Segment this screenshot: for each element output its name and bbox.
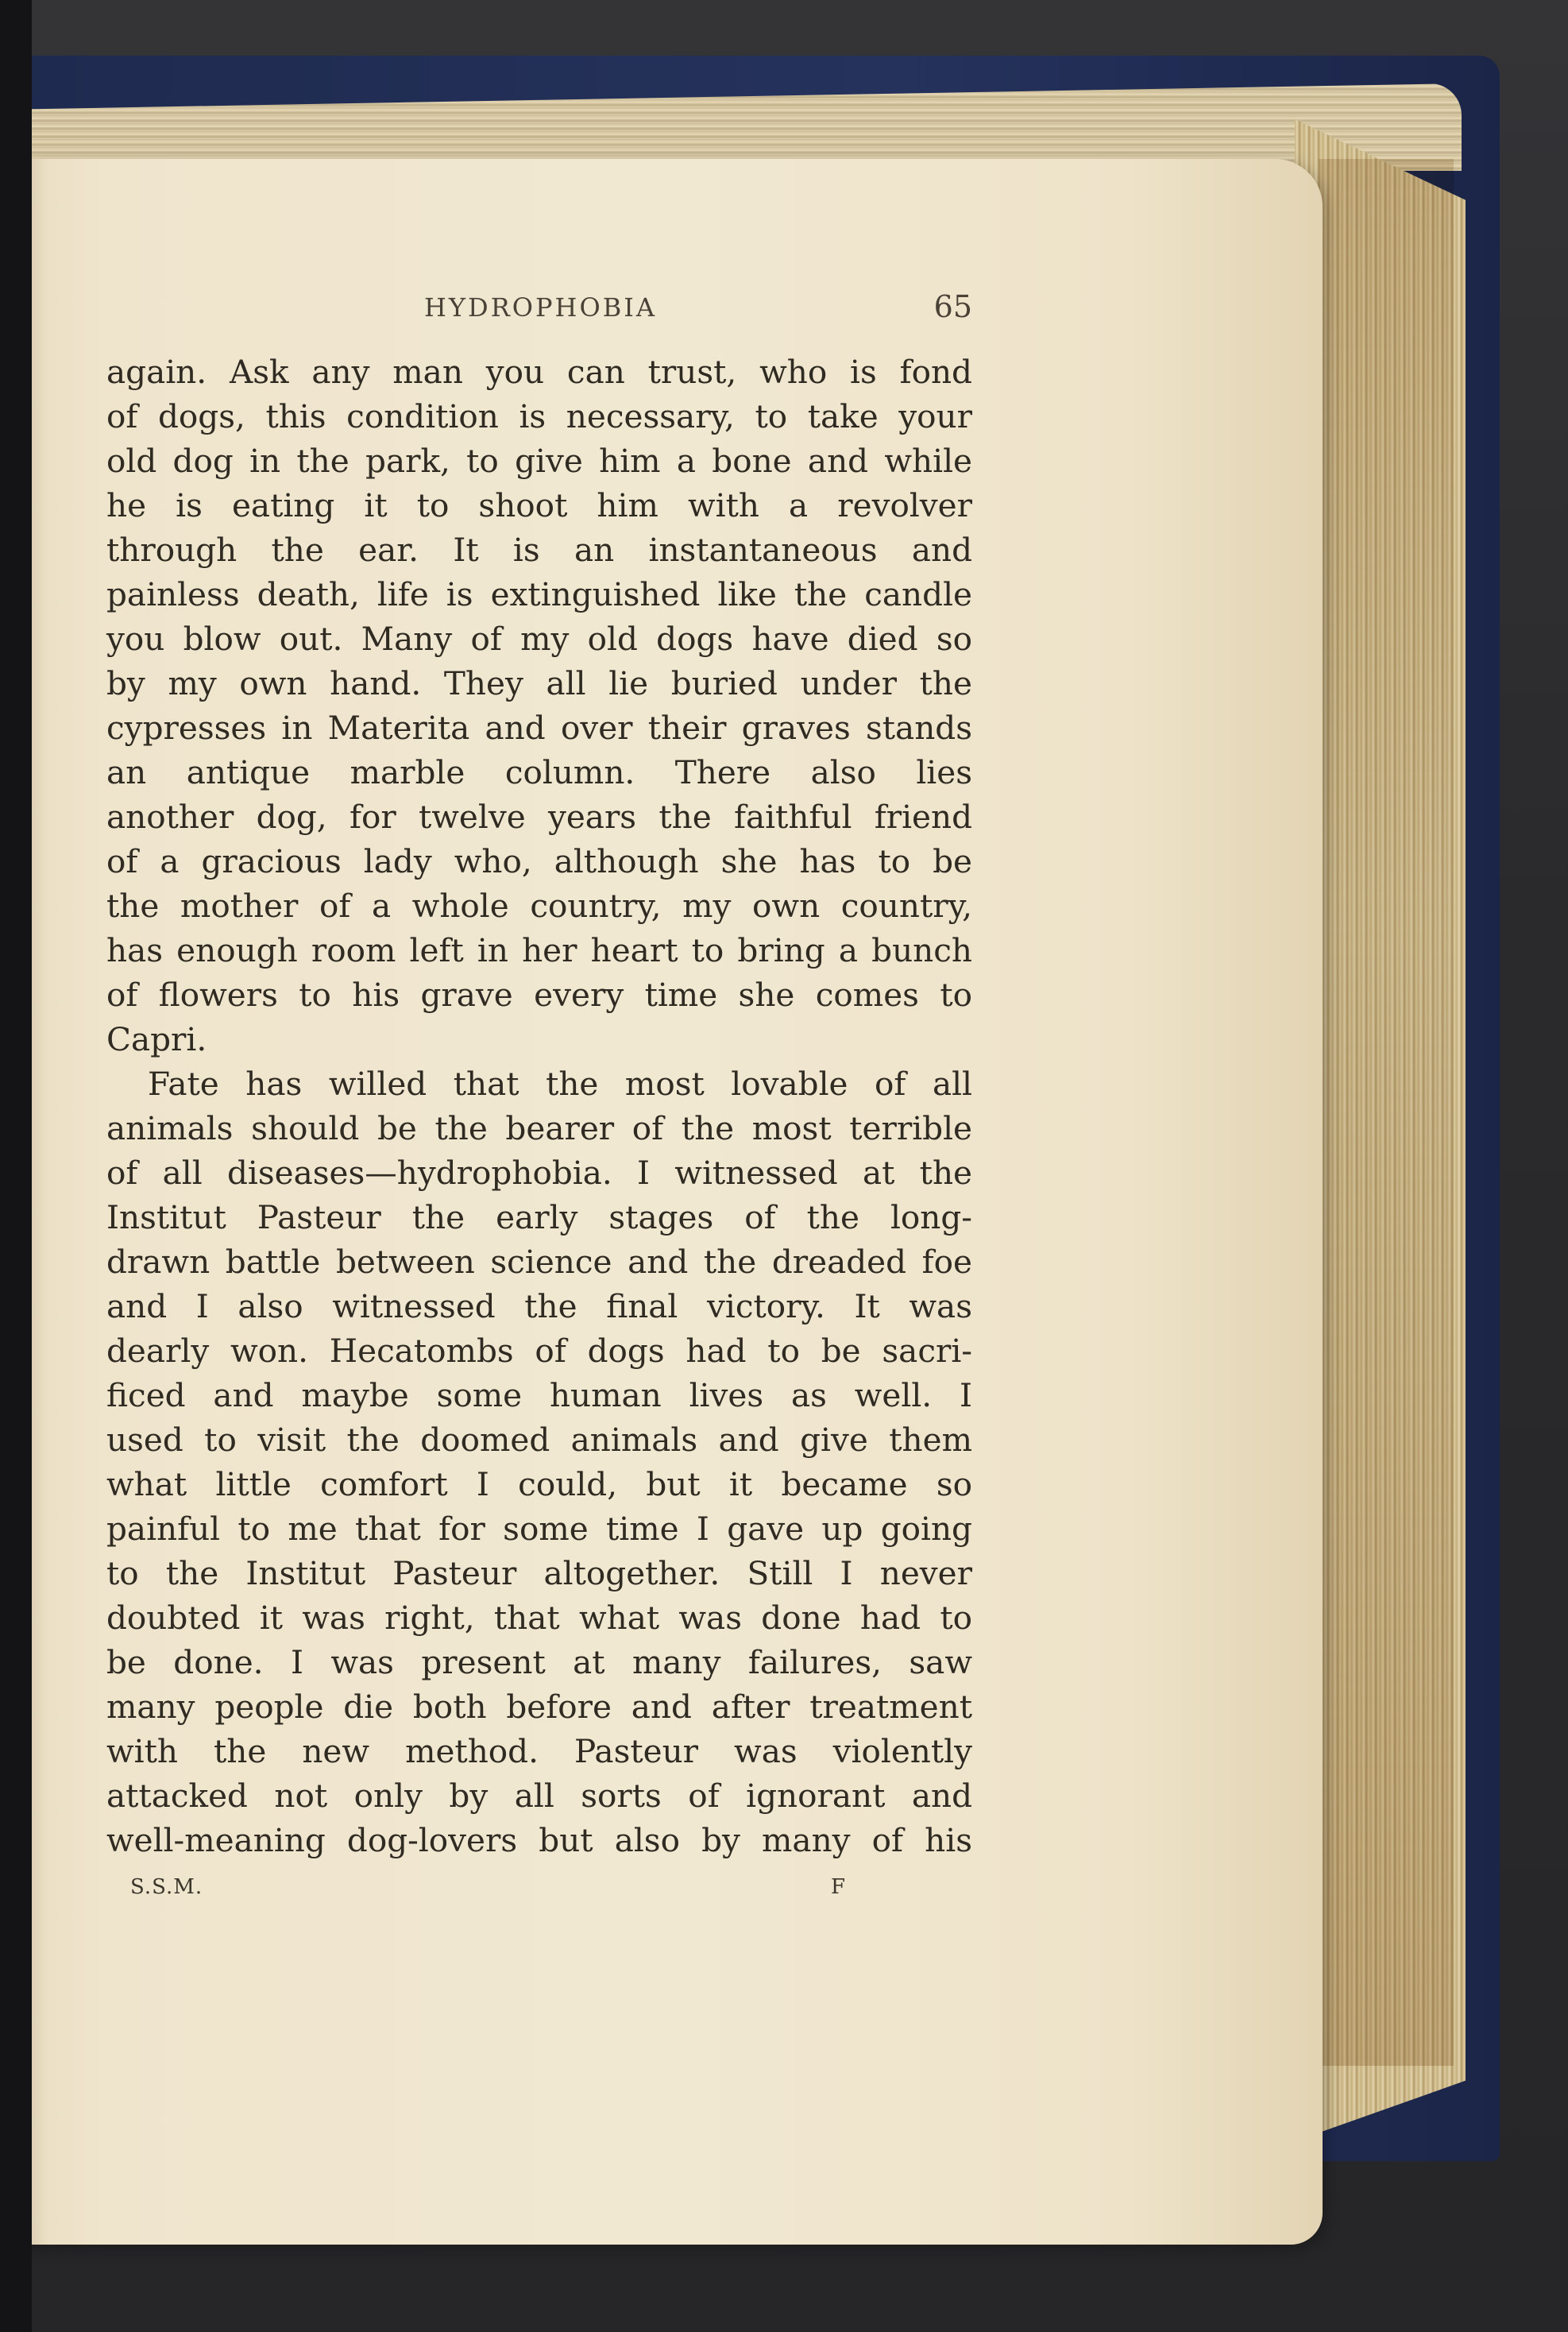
text-line: by my own hand. They all lie buried under the — [106, 664, 972, 702]
text-line: painless death, life is extinguished like the candle — [106, 575, 972, 613]
text-line: another dog, for twelve years the faithful friend — [106, 798, 972, 836]
text-line: what little comfort I could, but it became so — [106, 1465, 972, 1503]
text-line: dearly won. Hecatombs of dogs had to be sacri- — [106, 1332, 972, 1370]
text-line: he is eating it to shoot him with a revolver — [106, 486, 972, 524]
text-line: well-meaning dog-lovers but also by many of his — [106, 1821, 972, 1859]
text-line: cypresses in Materita and over their graves stands — [106, 709, 972, 747]
text-line: of dogs, this condition is necessary, to take your — [106, 397, 972, 435]
text-line: of a gracious lady who, although she has to be — [106, 842, 972, 880]
text-line: through the ear. It is an instantaneous and — [106, 531, 972, 569]
text-line: be done. I was present at many failures, saw — [106, 1643, 972, 1681]
text-line: doubted it was right, that what was done had to — [106, 1599, 972, 1637]
body-text — [106, 350, 972, 1862]
text-line: the mother of a whole country, my own country, — [106, 887, 972, 925]
text-line: painful to me that for some time I gave up going — [106, 1510, 972, 1548]
left-dark-strip — [0, 0, 32, 2332]
signature-letter: F — [830, 1875, 845, 1899]
text-line: Capri. — [106, 1020, 207, 1058]
text-line: drawn battle between science and the dreaded foe — [106, 1243, 972, 1281]
text-line: of all diseases—hydrophobia. I witnessed at the — [106, 1154, 972, 1192]
page-number: 65 — [933, 289, 972, 324]
text-line: an antique marble column. There also lies — [106, 753, 972, 791]
running-head — [106, 289, 972, 332]
text-line: Institut Pasteur the early stages of the long- — [106, 1198, 972, 1236]
signature-mark: S.S.M. — [130, 1875, 203, 1899]
signature-footer — [130, 1875, 885, 1907]
text-line: you blow out. Many of my old dogs have died so — [106, 620, 972, 658]
fore-edge-stain — [1319, 159, 1454, 2066]
text-line: old dog in the park, to give him a bone and while — [106, 442, 972, 480]
text-line: and I also witnessed the final victory. It was — [106, 1287, 972, 1325]
text-line: of flowers to his grave every time she comes to — [106, 976, 972, 1014]
text-line: animals should be the bearer of the most terrible — [106, 1109, 972, 1147]
text-line: used to visit the doomed animals and give them — [106, 1421, 972, 1459]
running-head-title: HYDROPHOBIA — [424, 292, 657, 323]
text-line: with the new method. Pasteur was violently — [106, 1732, 972, 1770]
text-line: again. Ask any man you can trust, who is fond — [106, 353, 972, 391]
text-line: attacked not only by all sorts of ignorant and — [106, 1777, 972, 1815]
text-line: ficed and maybe some human lives as well. I — [106, 1376, 972, 1414]
text-line: Fate has willed that the most lovable of all — [148, 1065, 972, 1103]
text-line: many people die both before and after treatment — [106, 1688, 972, 1726]
text-line: has enough room left in her heart to bring a bunch — [106, 931, 972, 969]
text-line: to the Institut Pasteur altogether. Still I never — [106, 1554, 972, 1592]
